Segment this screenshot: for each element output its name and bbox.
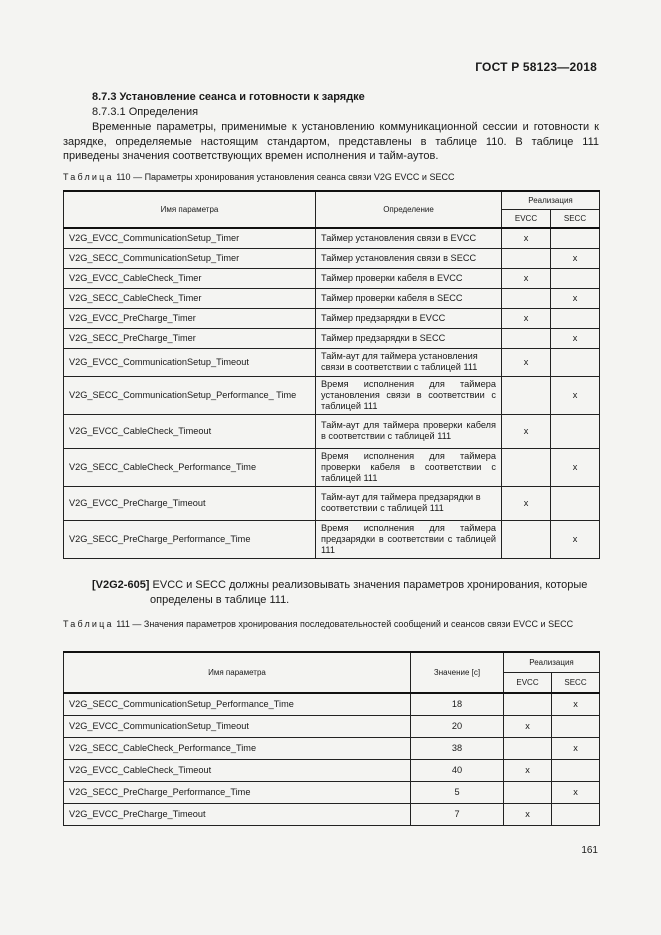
table-row [64, 737, 600, 759]
value-cell: 38 [411, 737, 504, 759]
definition-cell: Таймер установления связи в EVCC [316, 228, 502, 248]
param-name-cell: V2G_EVCC_CableCheck_Timeout [64, 759, 411, 781]
param-name-cell: V2G_EVCC_CommunicationSetup_Timeout [64, 715, 411, 737]
value-cell: 7 [411, 803, 504, 825]
col-header-name: Имя параметра [64, 191, 316, 228]
table-row [64, 348, 600, 376]
table-row [64, 520, 600, 558]
evcc-mark-cell: x [502, 308, 551, 328]
table-row [64, 803, 600, 825]
param-name-cell: V2G_SECC_PreCharge_Performance_Time [64, 520, 316, 558]
evcc-mark-cell: x [502, 268, 551, 288]
evcc-mark-cell: x [504, 803, 552, 825]
evcc-mark-cell: x [504, 715, 552, 737]
definition-cell: Время исполнения для таймера предзарядки в соответствии с таблицей 111 [316, 520, 502, 558]
table-row [64, 486, 600, 520]
table-row [64, 228, 600, 248]
table-row [64, 248, 600, 268]
table-row [64, 693, 600, 715]
evcc-mark-cell [502, 288, 551, 308]
requirement-tag: [V2G2-605] [92, 579, 150, 591]
table111-caption-label: Таблица [63, 619, 114, 629]
param-name-cell: V2G_EVCC_CableCheck_Timeout [64, 414, 316, 448]
secc-mark-cell: x [551, 288, 600, 308]
evcc-mark-cell [502, 448, 551, 486]
evcc-mark-cell: x [502, 414, 551, 448]
definition-cell: Время исполнения для таймера установления связи в соответствии с таблицей 111 [316, 376, 502, 414]
table-110 [63, 190, 600, 559]
table110-caption [63, 171, 454, 183]
param-name-cell: V2G_EVCC_CableCheck_Timer [64, 268, 316, 288]
table-row [64, 715, 600, 737]
table110-body [64, 228, 600, 558]
table-row [64, 759, 600, 781]
secc-mark-cell: x [551, 328, 600, 348]
param-name-cell: V2G_SECC_CableCheck_Performance_Time [64, 448, 316, 486]
intro-paragraph [63, 120, 599, 164]
secc-mark-cell [552, 715, 600, 737]
secc-mark-cell [551, 308, 600, 328]
table-row [64, 308, 600, 328]
definition-cell: Время исполнения для таймера проверки кабеля в соответствии с таблицей 111 [316, 448, 502, 486]
param-name-cell: V2G_SECC_PreCharge_Performance_Time [64, 781, 411, 803]
table-row [64, 328, 600, 348]
secc-mark-cell: x [551, 376, 600, 414]
definition-cell: Тайм-аут для таймера предзарядки в соответствии с таблицей 111 [316, 486, 502, 520]
table-row [64, 268, 600, 288]
param-name-cell: V2G_EVCC_PreCharge_Timeout [64, 486, 316, 520]
param-name-cell: V2G_EVCC_CommunicationSetup_Timeout [64, 348, 316, 376]
evcc-mark-cell [504, 737, 552, 759]
secc-mark-cell [551, 228, 600, 248]
requirement-v2g2-605 [92, 578, 599, 607]
secc-mark-cell: x [551, 520, 600, 558]
col-header-definition: Определение [316, 191, 502, 228]
table111-body [64, 693, 600, 825]
table-111 [63, 651, 600, 826]
secc-mark-cell [551, 486, 600, 520]
evcc-mark-cell: x [502, 348, 551, 376]
value-cell: 20 [411, 715, 504, 737]
definition-cell: Таймер проверки кабеля в EVCC [316, 268, 502, 288]
col-header-value: Значение [с] [411, 652, 504, 693]
definition-cell: Таймер предзарядки в EVCC [316, 308, 502, 328]
evcc-mark-cell [502, 328, 551, 348]
section-title: 8.7.3 Установление сеанса и готовности к зарядке [92, 91, 365, 103]
col-header-secc: SECC [552, 672, 600, 693]
param-name-cell: V2G_SECC_CommunicationSetup_Timer [64, 248, 316, 268]
param-name-cell: V2G_SECC_CommunicationSetup_Performance_Time [64, 693, 411, 715]
table-row [64, 781, 600, 803]
evcc-mark-cell [502, 520, 551, 558]
evcc-mark-cell: x [502, 486, 551, 520]
col-header-evcc: EVCC [504, 672, 552, 693]
col-header-secc: SECC [551, 209, 600, 228]
subsection-title: 8.7.3.1 Определения [92, 106, 199, 118]
evcc-mark-cell [502, 376, 551, 414]
secc-mark-cell: x [552, 737, 600, 759]
requirement-line1: EVCC и SECC должны реализовывать значения параметров хронирования, которые [152, 579, 588, 591]
table-row [64, 448, 600, 486]
evcc-mark-cell [504, 693, 552, 715]
value-cell: 18 [411, 693, 504, 715]
definition-cell: Таймер предзарядки в SECC [316, 328, 502, 348]
param-name-cell: V2G_SECC_PreCharge_Timer [64, 328, 316, 348]
param-name-cell: V2G_SECC_CableCheck_Timer [64, 288, 316, 308]
param-name-cell: V2G_SECC_CableCheck_Performance_Time [64, 737, 411, 759]
table111-caption-text: 111 — Значения параметров хронирования последовательностей сообщений и сеансов связи EVCC и SECC [116, 619, 574, 629]
table111-caption [63, 618, 599, 630]
secc-mark-cell [552, 759, 600, 781]
table-row [64, 288, 600, 308]
table-row [64, 376, 600, 414]
requirement-line2: определены в таблице 111. [150, 593, 290, 606]
definition-cell: Тайм-аут для таймера установления связи в соответствии с таблицей 111 [316, 348, 502, 376]
secc-mark-cell: x [551, 248, 600, 268]
evcc-mark-cell [502, 248, 551, 268]
secc-mark-cell [552, 803, 600, 825]
param-name-cell: V2G_EVCC_PreCharge_Timeout [64, 803, 411, 825]
evcc-mark-cell: x [504, 759, 552, 781]
param-name-cell: V2G_EVCC_PreCharge_Timer [64, 308, 316, 328]
param-name-cell: V2G_EVCC_CommunicationSetup_Timer [64, 228, 316, 248]
evcc-mark-cell [504, 781, 552, 803]
secc-mark-cell: x [552, 781, 600, 803]
secc-mark-cell: x [551, 448, 600, 486]
page-number: 161 [581, 845, 598, 856]
table-row [64, 414, 600, 448]
value-cell: 5 [411, 781, 504, 803]
secc-mark-cell [551, 268, 600, 288]
document-header: ГОСТ Р 58123—2018 [475, 60, 597, 74]
col-header-evcc: EVCC [502, 209, 551, 228]
table110-caption-label: Таблица [63, 172, 114, 182]
secc-mark-cell [551, 348, 600, 376]
col-header-realization: Реализация [502, 191, 600, 209]
intro-paragraph-text: Временные параметры, применимые к установлению коммуникационной сессии и готовности к зарядке, определяемые настоящим стандартом, представлены в таблице 110. В таблице 111 приведены значения соответствующих времен исполнения и тайм-аутов. [63, 121, 599, 162]
col-header-realization: Реализация [504, 652, 600, 672]
definition-cell: Таймер проверки кабеля в SECC [316, 288, 502, 308]
secc-mark-cell: x [552, 693, 600, 715]
definition-cell: Таймер установления связи в SECC [316, 248, 502, 268]
table110-caption-text: 110 — Параметры хронирования установления сеанса связи V2G EVCC и SECC [116, 172, 455, 182]
col-header-name: Имя параметра [64, 652, 411, 693]
param-name-cell: V2G_SECC_CommunicationSetup_Performance_ Time [64, 376, 316, 414]
evcc-mark-cell: x [502, 228, 551, 248]
definition-cell: Тайм-аут для таймера проверки кабеля в соответствии с таблицей 111 [316, 414, 502, 448]
value-cell: 40 [411, 759, 504, 781]
secc-mark-cell [551, 414, 600, 448]
